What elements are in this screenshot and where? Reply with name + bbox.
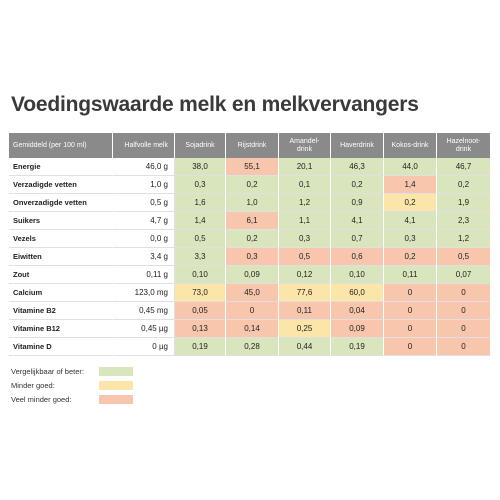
value-cell: 0,12 bbox=[279, 266, 331, 284]
value-cell: 4,1 bbox=[384, 212, 437, 230]
value-cell: 0 bbox=[437, 284, 491, 302]
value-cell: 73,0 bbox=[175, 284, 226, 302]
value-cell: 0 bbox=[437, 302, 491, 320]
value-cell: 0 bbox=[384, 338, 437, 356]
value-cell: 0,04 bbox=[331, 302, 384, 320]
reference-value-cell: 123,0 mg bbox=[113, 284, 175, 302]
column-header: Halfvolle melk bbox=[113, 133, 175, 158]
value-cell: 0,9 bbox=[331, 194, 384, 212]
value-cell: 46,3 bbox=[331, 158, 384, 176]
table-row bbox=[9, 230, 491, 248]
value-cell: 0 bbox=[226, 302, 279, 320]
row-label: Onverzadigde vetten bbox=[9, 194, 113, 212]
value-cell: 46,7 bbox=[437, 158, 491, 176]
legend-swatch bbox=[99, 367, 133, 376]
column-header: Rijstdrink bbox=[226, 133, 279, 158]
value-cell: 0,2 bbox=[331, 176, 384, 194]
value-cell: 0,44 bbox=[279, 338, 331, 356]
value-cell: 0,28 bbox=[226, 338, 279, 356]
row-label: Calcium bbox=[9, 284, 113, 302]
reference-value-cell: 1,0 g bbox=[113, 176, 175, 194]
value-cell: 20,1 bbox=[279, 158, 331, 176]
value-cell: 0 bbox=[384, 320, 437, 338]
value-cell: 0,3 bbox=[175, 176, 226, 194]
value-cell: 0,5 bbox=[175, 230, 226, 248]
value-cell: 0,19 bbox=[175, 338, 226, 356]
reference-value-cell: 4,7 g bbox=[113, 212, 175, 230]
row-label: Verzadigde vetten bbox=[9, 176, 113, 194]
table-row bbox=[9, 158, 491, 176]
value-cell: 1,9 bbox=[437, 194, 491, 212]
reference-value-cell: 0,45 µg bbox=[113, 320, 175, 338]
value-cell: 4,1 bbox=[331, 212, 384, 230]
value-cell: 1,0 bbox=[226, 194, 279, 212]
reference-value-cell: 0,5 g bbox=[113, 194, 175, 212]
legend-item bbox=[11, 378, 133, 392]
value-cell: 0,10 bbox=[331, 266, 384, 284]
value-cell: 55,1 bbox=[226, 158, 279, 176]
value-cell: 0,14 bbox=[226, 320, 279, 338]
value-cell: 38,0 bbox=[175, 158, 226, 176]
value-cell: 0,1 bbox=[279, 176, 331, 194]
nutrition-table bbox=[9, 133, 491, 356]
value-cell: 1,2 bbox=[437, 230, 491, 248]
legend bbox=[11, 364, 133, 406]
legend-swatch bbox=[99, 395, 133, 404]
value-cell: 77,6 bbox=[279, 284, 331, 302]
value-cell: 44,0 bbox=[384, 158, 437, 176]
value-cell: 0,7 bbox=[331, 230, 384, 248]
row-label: Energie bbox=[9, 158, 113, 176]
table-row bbox=[9, 338, 491, 356]
value-cell: 0,2 bbox=[226, 176, 279, 194]
table-row bbox=[9, 266, 491, 284]
legend-item bbox=[11, 392, 133, 406]
table-header-row bbox=[9, 133, 491, 158]
value-cell: 0,5 bbox=[437, 248, 491, 266]
value-cell: 0,09 bbox=[331, 320, 384, 338]
row-label: Vitamine B12 bbox=[9, 320, 113, 338]
reference-value-cell: 0 µg bbox=[113, 338, 175, 356]
value-cell: 1,6 bbox=[175, 194, 226, 212]
table-row bbox=[9, 302, 491, 320]
value-cell: 0 bbox=[437, 338, 491, 356]
row-label: Zout bbox=[9, 266, 113, 284]
value-cell: 0,2 bbox=[226, 230, 279, 248]
legend-label: Vergelijkbaar of beter: bbox=[11, 366, 84, 376]
value-cell: 1,4 bbox=[384, 176, 437, 194]
row-label: Vezels bbox=[9, 230, 113, 248]
value-cell: 0,3 bbox=[384, 230, 437, 248]
column-header: Amandel-drink bbox=[279, 133, 331, 158]
value-cell: 0,05 bbox=[175, 302, 226, 320]
column-header: Sojadrink bbox=[175, 133, 226, 158]
value-cell: 0,13 bbox=[175, 320, 226, 338]
table-row bbox=[9, 194, 491, 212]
value-cell: 1,4 bbox=[175, 212, 226, 230]
value-cell: 0,2 bbox=[437, 176, 491, 194]
legend-swatch bbox=[99, 381, 133, 390]
column-header: Hazelnoot-drink bbox=[437, 133, 491, 158]
value-cell: 0,07 bbox=[437, 266, 491, 284]
row-label: Suikers bbox=[9, 212, 113, 230]
reference-value-cell: 46,0 g bbox=[113, 158, 175, 176]
value-cell: 3,3 bbox=[175, 248, 226, 266]
value-cell: 0,2 bbox=[384, 248, 437, 266]
row-label: Vitamine D bbox=[9, 338, 113, 356]
value-cell: 0,25 bbox=[279, 320, 331, 338]
value-cell: 0,6 bbox=[331, 248, 384, 266]
legend-label: Veel minder goed: bbox=[11, 394, 72, 404]
value-cell: 0,11 bbox=[384, 266, 437, 284]
reference-value-cell: 0,45 mg bbox=[113, 302, 175, 320]
value-cell: 0,5 bbox=[279, 248, 331, 266]
reference-value-cell: 0,11 g bbox=[113, 266, 175, 284]
column-header: Haverdrink bbox=[331, 133, 384, 158]
column-header: Kokos-drink bbox=[384, 133, 437, 158]
value-cell: 45,0 bbox=[226, 284, 279, 302]
legend-item bbox=[11, 364, 133, 378]
corner-label: Gemiddeld (per 100 ml) bbox=[9, 133, 113, 158]
value-cell: 0 bbox=[384, 302, 437, 320]
value-cell: 0,19 bbox=[331, 338, 384, 356]
value-cell: 0 bbox=[437, 320, 491, 338]
value-cell: 60,0 bbox=[331, 284, 384, 302]
value-cell: 0,3 bbox=[279, 230, 331, 248]
value-cell: 6,1 bbox=[226, 212, 279, 230]
value-cell: 0,09 bbox=[226, 266, 279, 284]
table-row bbox=[9, 176, 491, 194]
value-cell: 1,2 bbox=[279, 194, 331, 212]
table-row bbox=[9, 320, 491, 338]
value-cell: 0,10 bbox=[175, 266, 226, 284]
value-cell: 0,11 bbox=[279, 302, 331, 320]
value-cell: 0,3 bbox=[226, 248, 279, 266]
table-row bbox=[9, 248, 491, 266]
value-cell: 0,2 bbox=[384, 194, 437, 212]
value-cell: 2,3 bbox=[437, 212, 491, 230]
table-row bbox=[9, 284, 491, 302]
value-cell: 1,1 bbox=[279, 212, 331, 230]
legend-label: Minder goed: bbox=[11, 380, 55, 390]
reference-value-cell: 0,0 g bbox=[113, 230, 175, 248]
row-label: Eiwitten bbox=[9, 248, 113, 266]
page-title: Voedingswaarde melk en melkvervangers bbox=[11, 93, 419, 116]
value-cell: 0 bbox=[384, 284, 437, 302]
row-label: Vitamine B2 bbox=[9, 302, 113, 320]
reference-value-cell: 3,4 g bbox=[113, 248, 175, 266]
table-row bbox=[9, 212, 491, 230]
